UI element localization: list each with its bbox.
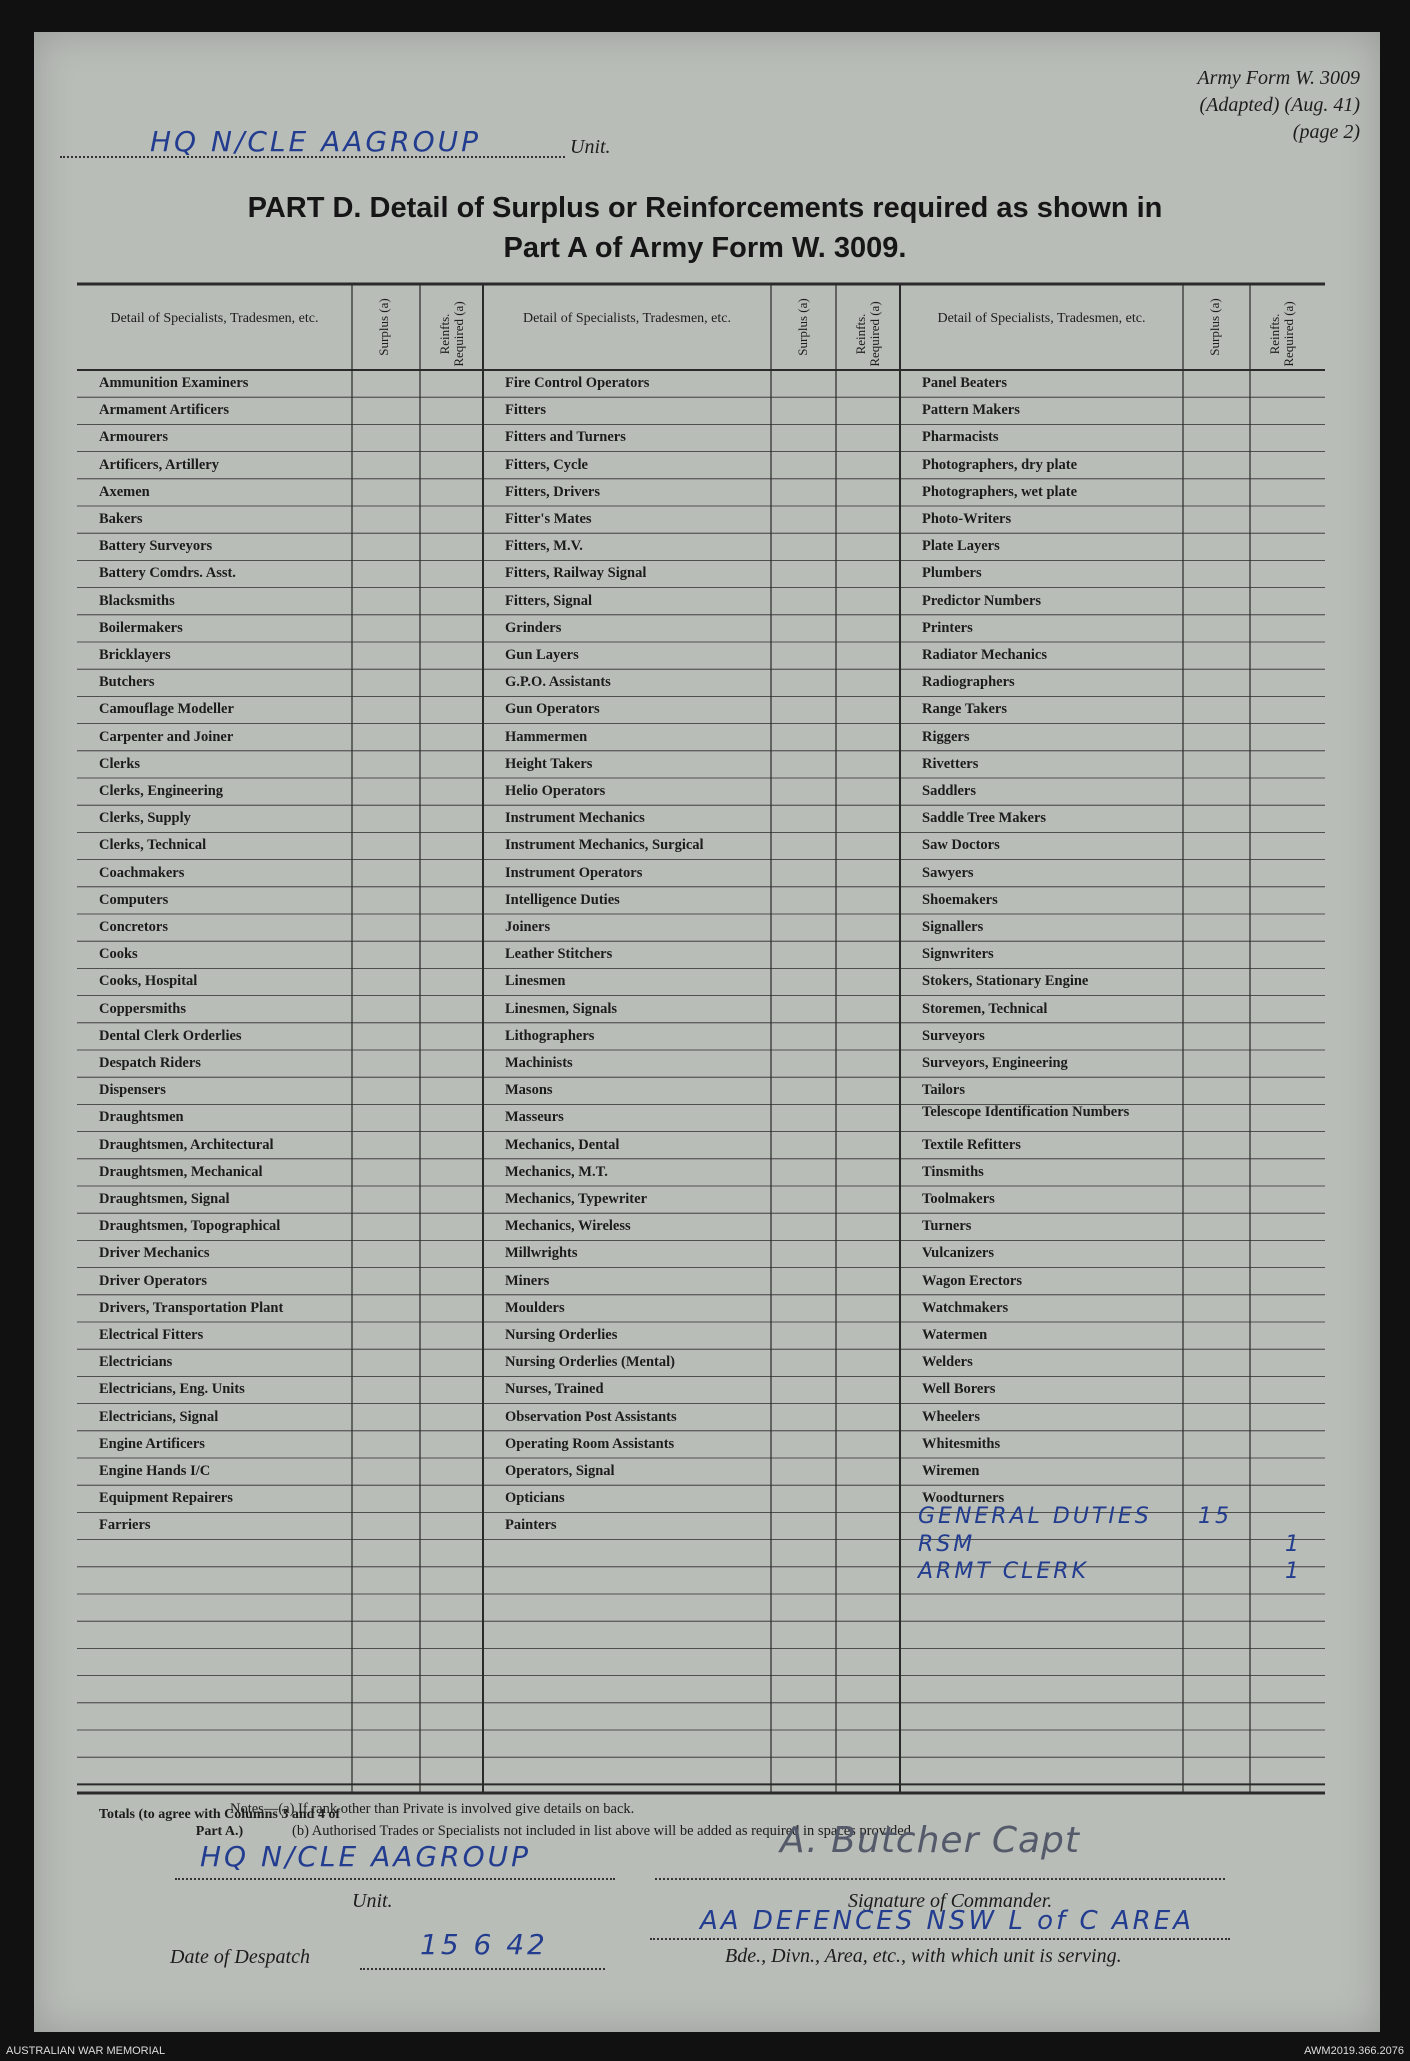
signature-line bbox=[655, 1878, 1225, 1880]
specialist-label: Plumbers bbox=[922, 565, 982, 582]
specialist-label: Saddle Tree Makers bbox=[922, 810, 1047, 827]
specialist-label: Farriers bbox=[99, 1517, 151, 1534]
specialist-label: Battery Comdrs. Asst. bbox=[99, 565, 236, 582]
specialist-label: Fitters bbox=[505, 402, 547, 419]
specialist-label: Mechanics, Dental bbox=[505, 1136, 620, 1153]
specialist-label: Shoemakers bbox=[922, 891, 998, 908]
specialist-label: Whitesmiths bbox=[922, 1435, 1001, 1452]
specialist-label: Pattern Makers bbox=[922, 402, 1020, 419]
specialist-label: Artificers, Artillery bbox=[99, 456, 219, 473]
specialist-label: Turners bbox=[922, 1218, 972, 1235]
specialist-label: Tailors bbox=[922, 1082, 965, 1099]
specialist-label: Equipment Repairers bbox=[99, 1490, 233, 1507]
specialist-label: Miners bbox=[505, 1272, 550, 1289]
specialist-label: G.P.O. Assistants bbox=[505, 674, 611, 691]
specialist-label: Sawyers bbox=[922, 864, 974, 881]
specialist-label: Nursing Orderlies (Mental) bbox=[505, 1354, 675, 1371]
specialist-label: Toolmakers bbox=[922, 1191, 995, 1207]
specialist-label: Draughtsmen, Topographical bbox=[99, 1218, 281, 1235]
specialist-label: Linesmen bbox=[505, 973, 566, 990]
specialist-label: Fire Control Operators bbox=[505, 375, 650, 391]
form-title: PART D. Detail of Surplus or Reinforcements required as shown in Part A of Army Form W. 3009. bbox=[247, 192, 1163, 264]
header-detail: Detail of Specialists, Tradesmen, etc. bbox=[522, 311, 732, 326]
specialist-label: Nurses, Trained bbox=[505, 1381, 604, 1398]
despatch-date-handwritten: 15 6 42 bbox=[420, 1928, 548, 1961]
specialist-label: Moulders bbox=[505, 1299, 565, 1316]
specialist-label: Mechanics, Typewriter bbox=[505, 1191, 648, 1207]
specialist-label: Boilermakers bbox=[99, 619, 183, 636]
specialist-label: Clerks, Supply bbox=[99, 810, 191, 827]
specialist-label: Fitters, Cycle bbox=[505, 456, 588, 473]
specialist-label: Leather Stitchers bbox=[505, 946, 613, 963]
specialist-label: Surveyors, Engineering bbox=[922, 1055, 1068, 1071]
specialist-label: Blacksmiths bbox=[99, 592, 175, 609]
signature-label: Signature of Commander. bbox=[848, 1890, 1053, 1912]
specialist-label: Carpenter and Joiner bbox=[99, 728, 234, 745]
specialist-label: Gun Operators bbox=[505, 701, 600, 718]
specialist-label: Pharmacists bbox=[922, 429, 999, 446]
notes: Notes—(a) If rank other than Private is involved give details on back. (b) Authorised Trades or Specialists not included in list above will be added as required in spaces provided. bbox=[230, 1801, 915, 1839]
specialist-label: Hammermen bbox=[505, 728, 588, 745]
specialist-label: Engine Hands I/C bbox=[99, 1463, 211, 1479]
footer-unit-handwritten: HQ N/CLE AAGROUP bbox=[200, 1840, 531, 1873]
specialist-label: Battery Surveyors bbox=[99, 538, 213, 555]
header-detail: Detail of Specialists, Tradesmen, etc. bbox=[937, 311, 1146, 326]
header-detail: Detail of Specialists, Tradesmen, etc. bbox=[110, 311, 319, 326]
specialist-label: Watermen bbox=[922, 1327, 988, 1343]
specialist-label: Joiners bbox=[505, 919, 551, 935]
footer-unit-label: Unit. bbox=[352, 1890, 393, 1912]
specialist-label: Cooks bbox=[99, 946, 138, 963]
specialist-label: Storemen, Technical bbox=[922, 1000, 1048, 1017]
specialist-label: Textile Refitters bbox=[922, 1136, 1021, 1153]
header-reinfts: Reinfts. Required (a) bbox=[437, 301, 466, 367]
specialist-label: Vulcanizers bbox=[922, 1245, 994, 1262]
handwritten-entry-detail: RSM bbox=[918, 1531, 976, 1557]
specialist-label: Fitters, Railway Signal bbox=[505, 565, 647, 582]
specialist-label: Height Takers bbox=[505, 755, 593, 772]
header-reinfts: Reinfts. Required (a) bbox=[853, 301, 882, 367]
specialist-label: Wheelers bbox=[922, 1408, 980, 1425]
specialist-label: Wiremen bbox=[922, 1463, 980, 1479]
specialist-label: Draughtsmen bbox=[99, 1109, 184, 1126]
specialist-label: Driver Mechanics bbox=[99, 1245, 210, 1262]
specialist-label: Instrument Operators bbox=[505, 864, 643, 881]
specialist-label: Watchmakers bbox=[922, 1299, 1009, 1316]
specialist-label: Fitter's Mates bbox=[505, 511, 592, 527]
commander-signature: A. Butcher Capt bbox=[780, 1820, 1080, 1861]
specialist-label: Painters bbox=[505, 1517, 557, 1534]
specialist-label: Millwrights bbox=[505, 1245, 578, 1262]
header-surplus: Surplus (a) bbox=[1207, 298, 1222, 356]
specialist-label: Telescope Identification Numbers bbox=[922, 1104, 1130, 1121]
bde-handwritten: AA DEFENCES NSW L of C AREA bbox=[700, 1906, 1194, 1936]
handwritten-entry-detail: ARMT CLERK bbox=[918, 1558, 1089, 1584]
bde-line bbox=[650, 1938, 1230, 1940]
totals-label: Totals (to agree with Columns 3 and 4 of Part A.) bbox=[98, 1807, 341, 1840]
specialist-label: Coppersmiths bbox=[99, 1000, 187, 1017]
handwritten-entry-detail: GENERAL DUTIES bbox=[918, 1504, 1152, 1530]
specialist-label: Observation Post Assistants bbox=[505, 1408, 677, 1425]
specialist-label: Lithographers bbox=[505, 1027, 595, 1044]
specialist-label: Clerks, Technical bbox=[99, 837, 207, 854]
specialist-label: Surveyors bbox=[922, 1027, 985, 1044]
specialist-label: Grinders bbox=[505, 619, 562, 636]
specialist-label: Wagon Erectors bbox=[922, 1272, 1023, 1289]
specialist-label: Draughtsmen, Signal bbox=[99, 1191, 230, 1207]
bde-label: Bde., Divn., Area, etc., with which unit is serving. bbox=[725, 1945, 1122, 1967]
specialist-label: Rivetters bbox=[922, 755, 979, 772]
specialist-label: Despatch Riders bbox=[99, 1055, 201, 1071]
handwritten-entry-surplus: 15 bbox=[1198, 1504, 1232, 1530]
handwritten-entry-reinfts: 1 bbox=[1285, 1558, 1302, 1584]
specialist-label: Axemen bbox=[99, 483, 150, 500]
specialist-label: Photographers, wet plate bbox=[922, 483, 1078, 500]
specialist-label: Electricians, Eng. Units bbox=[99, 1381, 245, 1398]
specialist-label: Armament Artificers bbox=[99, 402, 230, 419]
specialist-label: Welders bbox=[922, 1354, 973, 1371]
specialist-label: Butchers bbox=[99, 674, 155, 691]
specialist-label: Operators, Signal bbox=[505, 1463, 615, 1479]
specialist-label: Signwriters bbox=[922, 946, 994, 963]
specialist-label: Signallers bbox=[922, 919, 984, 935]
specialist-label: Ammunition Examiners bbox=[99, 375, 249, 391]
specialist-label: Machinists bbox=[505, 1055, 573, 1071]
specialist-label: Fitters, M.V. bbox=[505, 538, 583, 555]
specialist-label: Cooks, Hospital bbox=[99, 973, 198, 990]
specialist-label: Gun Layers bbox=[505, 647, 579, 663]
specialist-label: Nursing Orderlies bbox=[505, 1327, 618, 1343]
specialist-label: Opticians bbox=[505, 1490, 565, 1507]
specialist-label: Fitters, Drivers bbox=[505, 483, 601, 500]
specialist-label: Predictor Numbers bbox=[922, 592, 1042, 609]
specialist-label: Draughtsmen, Mechanical bbox=[99, 1163, 263, 1180]
unit-handwritten: HQ N/CLE AAGROUP bbox=[150, 125, 481, 158]
specialist-label: Tinsmiths bbox=[922, 1163, 984, 1180]
specialist-label: Dental Clerk Orderlies bbox=[99, 1027, 242, 1044]
specialist-label: Armourers bbox=[99, 429, 168, 446]
specialist-label: Printers bbox=[922, 619, 973, 636]
specialist-label: Mechanics, M.T. bbox=[505, 1163, 608, 1180]
archive-id: AWM2019.366.2076 bbox=[1304, 2045, 1404, 2057]
specialist-label: Radiator Mechanics bbox=[922, 647, 1047, 663]
specialist-label: Photo-Writers bbox=[922, 511, 1012, 527]
specialist-label: Saw Doctors bbox=[922, 837, 1000, 854]
specialist-label: Riggers bbox=[922, 728, 970, 745]
header-reinfts: Reinfts. Required (a) bbox=[1267, 301, 1296, 367]
specialist-label: Photographers, dry plate bbox=[922, 456, 1078, 473]
specialist-label: Linesmen, Signals bbox=[505, 1000, 617, 1017]
despatch-label: Date of Despatch bbox=[170, 1946, 310, 1968]
specialist-label: Stokers, Stationary Engine bbox=[922, 973, 1089, 990]
specialist-label: Concretors bbox=[99, 919, 168, 935]
specialist-label: Mechanics, Wireless bbox=[505, 1218, 631, 1235]
specialist-label: Operating Room Assistants bbox=[505, 1435, 675, 1452]
specialist-label: Dispensers bbox=[99, 1082, 166, 1099]
specialist-label: Fitters and Turners bbox=[505, 429, 626, 446]
specialist-label: Instrument Mechanics, Surgical bbox=[505, 837, 704, 854]
specialist-label: Bakers bbox=[99, 511, 143, 527]
specialist-label: Electricians, Signal bbox=[99, 1408, 219, 1425]
specialist-label: Well Borers bbox=[922, 1381, 996, 1398]
specialist-label: Helio Operators bbox=[505, 783, 606, 799]
specialist-label: Masseurs bbox=[505, 1109, 564, 1126]
specialist-label: Fitters, Signal bbox=[505, 592, 592, 609]
specialist-label: Range Takers bbox=[922, 701, 1008, 718]
specialist-label: Drivers, Transportation Plant bbox=[99, 1299, 284, 1316]
specialist-label: Clerks, Engineering bbox=[99, 783, 224, 799]
archive-credit: AUSTRALIAN WAR MEMORIAL bbox=[6, 2045, 166, 2057]
specialist-label: Masons bbox=[505, 1082, 553, 1099]
specialist-label: Plate Layers bbox=[922, 538, 1000, 555]
specialist-label: Woodturners bbox=[922, 1490, 1005, 1507]
specialist-label: Engine Artificers bbox=[99, 1435, 205, 1452]
specialist-label: Bricklayers bbox=[99, 647, 171, 663]
header-surplus: Surplus (a) bbox=[795, 298, 810, 356]
despatch-line bbox=[360, 1968, 605, 1970]
specialist-label: Clerks bbox=[99, 755, 141, 772]
specialist-label: Instrument Mechanics bbox=[505, 810, 645, 827]
unit-label: Unit. bbox=[570, 136, 611, 158]
specialist-label: Panel Beaters bbox=[922, 375, 1007, 391]
specialist-label: Radiographers bbox=[922, 674, 1015, 691]
specialist-label: Saddlers bbox=[922, 783, 976, 799]
header-surplus: Surplus (a) bbox=[376, 298, 391, 356]
footer-unit-line bbox=[175, 1878, 615, 1880]
specialist-label: Electrical Fitters bbox=[99, 1327, 204, 1343]
specialist-label: Draughtsmen, Architectural bbox=[99, 1136, 274, 1153]
specialist-label: Camouflage Modeller bbox=[99, 701, 234, 718]
handwritten-entry-reinfts: 1 bbox=[1285, 1531, 1302, 1557]
specialist-label: Coachmakers bbox=[99, 864, 185, 881]
specialist-label: Driver Operators bbox=[99, 1272, 208, 1289]
specialist-label: Computers bbox=[99, 891, 169, 908]
form-reference: Army Form W. 3009 (Adapted) (Aug. 41) (page 2) bbox=[1197, 67, 1360, 143]
specialist-label: Intelligence Duties bbox=[505, 891, 620, 908]
specialist-label: Electricians bbox=[99, 1354, 173, 1371]
